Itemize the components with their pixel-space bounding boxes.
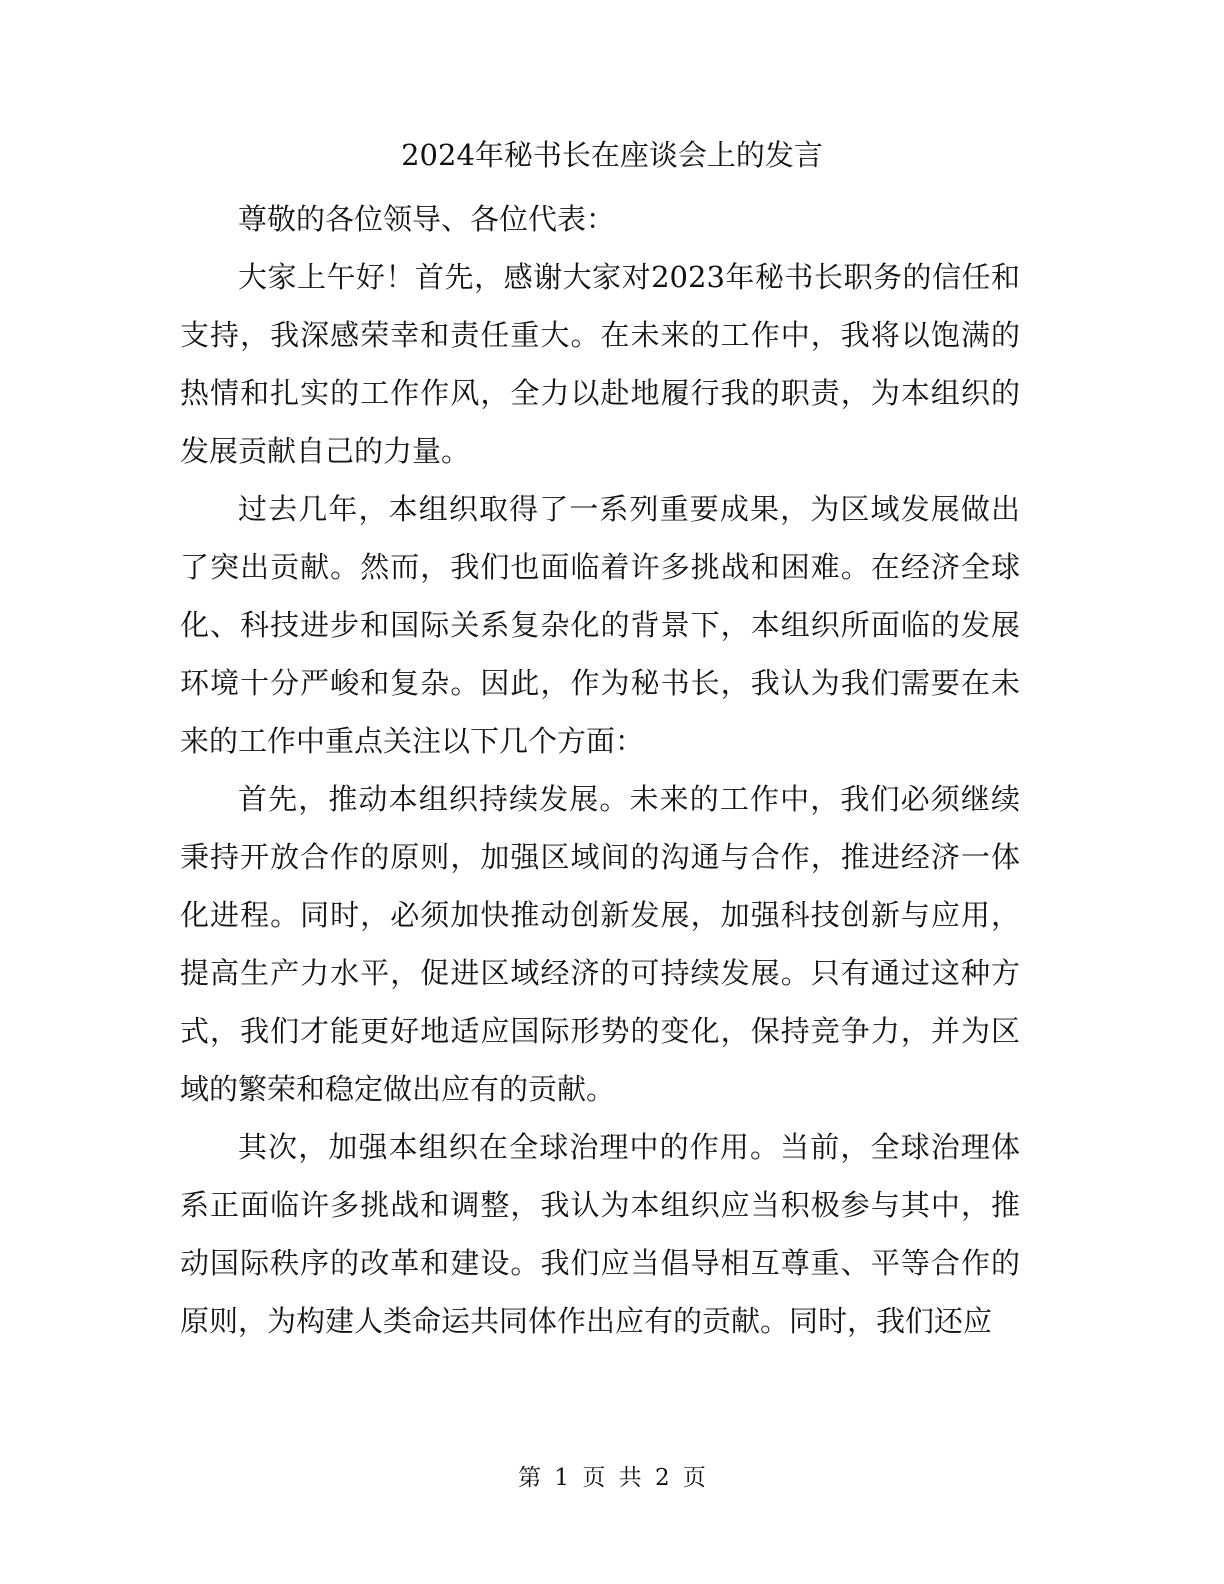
page-number-footer: 第 1 页 共 2 页 bbox=[518, 1465, 706, 1491]
document-body bbox=[180, 190, 1020, 1350]
body-paragraph: 其次，加强本组织在全球治理中的作用。当前，全球治理体系正面临许多挑战和调整，我认为本组织应当积极参与其中，推动国际秩序的改革和建设。我们应当倡导相互尊重、平等合作的原则，为构建人类命运共同体作出应有的贡献。同时，我们还应 bbox=[180, 1130, 1020, 1338]
body-paragraph: 过去几年，本组织取得了一系列重要成果，为区域发展做出了突出贡献。然而，我们也面临着许多挑战和困难。在经济全球化、科技进步和国际关系复杂化的背景下，本组织所面临的发展环境十分严峻和复杂。因此，作为秘书长，我认为我们需要在未来的工作中重点关注以下几个方面： bbox=[180, 492, 1020, 758]
document-title: 2024年秘书长在座谈会上的发言 bbox=[401, 138, 823, 172]
salutation-paragraph: 尊敬的各位领导、各位代表： bbox=[238, 202, 616, 236]
body-paragraph: 首先，推动本组织持续发展。未来的工作中，我们必须继续秉持开放合作的原则，加强区域间的沟通与合作，推进经济一体化进程。同时，必须加快推动创新发展，加强科技创新与应用，提高生产力水平，促进区域经济的可持续发展。只有通过这种方式，我们才能更好地适应国际形势的变化，保持竞争力，并为区域的繁荣和稳定做出应有的贡献。 bbox=[180, 782, 1020, 1106]
body-paragraph: 大家上午好！首先，感谢大家对2023年秘书长职务的信任和支持，我深感荣幸和责任重大。在未来的工作中，我将以饱满的热情和扎实的工作作风，全力以赴地履行我的职责，为本组织的发展贡献自己的力量。 bbox=[180, 260, 1020, 468]
